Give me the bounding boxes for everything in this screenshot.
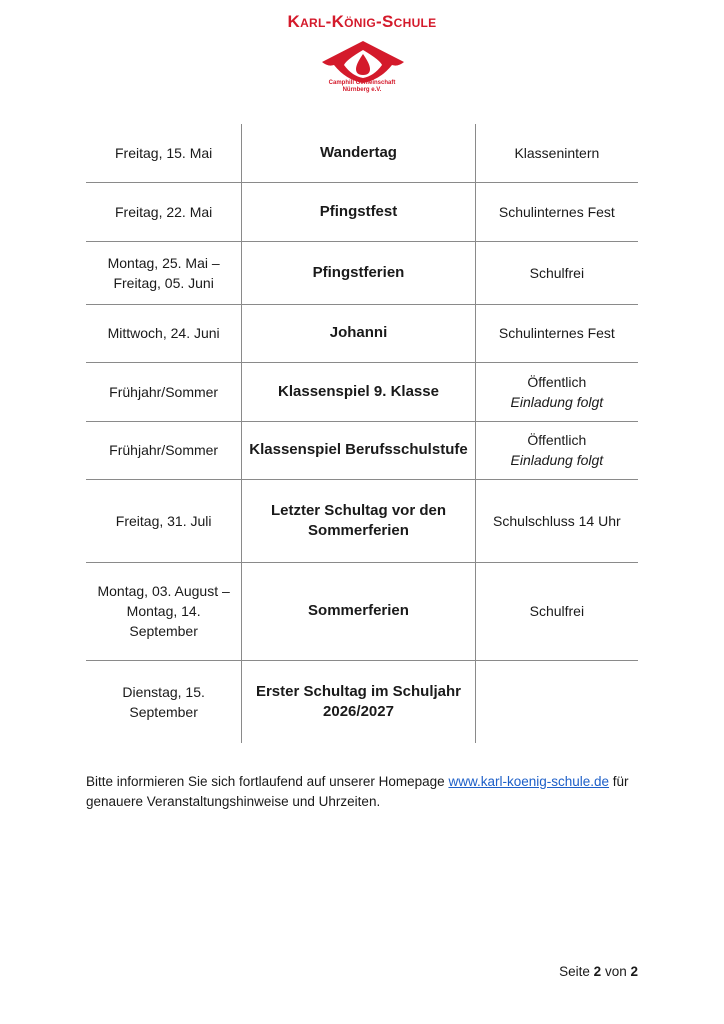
logo-caption-line1: Camphill Gemeinschaft — [328, 80, 396, 86]
event-note-line: Einladung folgt — [510, 452, 604, 468]
event-date-cell — [86, 124, 242, 182]
event-title-line: 2026/2027 — [323, 702, 394, 720]
events-table-body — [86, 124, 638, 743]
event-date-line: Frühjahr/Sommer — [109, 383, 219, 400]
event-note-line: Schulschluss 14 Uhr — [493, 512, 621, 529]
event-title-cell — [242, 304, 475, 362]
event-title-cell — [242, 124, 475, 182]
page-number — [559, 964, 638, 979]
event-row — [86, 304, 638, 362]
event-row — [86, 479, 638, 562]
logo-caption-line2: Nürnberg e.V. — [342, 87, 382, 93]
page-label: Seite — [559, 964, 590, 979]
event-date-line: Freitag, 22. Mai — [115, 203, 213, 220]
footer-text-after: für genauere Veranstaltungshinweise und Uhrzeiten. — [86, 774, 629, 809]
school-name: Karl-König-Schule — [287, 12, 437, 31]
event-title-line: Sommerferien — [308, 521, 409, 539]
event-note-cell — [475, 421, 638, 479]
event-row — [86, 241, 638, 304]
events-table — [86, 124, 638, 743]
event-note-cell — [475, 362, 638, 421]
page-total: 2 — [630, 964, 638, 979]
page-current: 2 — [593, 964, 602, 979]
event-date-line: Mittwoch, 24. Juni — [107, 325, 220, 341]
event-row — [86, 182, 638, 241]
page-header — [0, 0, 724, 110]
event-title-cell — [242, 479, 475, 562]
event-title-line: Wandertag — [320, 143, 397, 161]
event-date-line: Frühjahr/Sommer — [109, 442, 219, 458]
homepage-link[interactable]: www.karl-koenig-schule.de — [448, 774, 610, 789]
event-title-cell — [242, 241, 475, 304]
event-title-line: Pfingstferien — [312, 263, 405, 281]
event-title-cell — [242, 421, 475, 479]
event-date-cell — [86, 304, 242, 362]
event-title-line: Letzter Schultag vor den — [270, 501, 446, 519]
event-date-line: Montag, 14. — [126, 603, 201, 619]
event-date-line: Freitag, 05. Juni — [113, 274, 214, 291]
event-date-cell — [86, 182, 242, 241]
page-separator: von — [604, 964, 627, 979]
event-note-cell — [475, 241, 638, 304]
event-date-cell — [86, 660, 242, 743]
event-note-cell — [475, 562, 638, 660]
event-note-cell — [475, 182, 638, 241]
event-title-cell — [242, 182, 475, 241]
event-note-cell — [475, 660, 638, 743]
event-date-cell — [86, 562, 242, 660]
event-title-line: Erster Schultag im Schuljahr — [255, 682, 462, 700]
event-title-cell — [242, 562, 475, 660]
event-date-line: Montag, 25. Mai – — [107, 254, 220, 271]
event-note-line: Öffentlich — [527, 373, 587, 390]
event-date-line: Freitag, 31. Juli — [115, 512, 212, 529]
event-note-cell — [475, 479, 638, 562]
event-note-line: Schulfrei — [529, 603, 585, 619]
event-title-line: Sommerferien — [308, 602, 409, 619]
event-title-cell — [242, 362, 475, 421]
event-date-line: September — [129, 703, 198, 720]
event-title-cell — [242, 660, 475, 743]
footer-text-before: Bitte informieren Sie sich fortlaufend auf unserer Homepage — [86, 774, 449, 789]
footer-note — [86, 772, 638, 812]
event-row — [86, 362, 638, 421]
event-title-line: Klassenspiel Berufsschulstufe — [249, 441, 468, 458]
event-title-line: Johanni — [329, 324, 388, 341]
event-row — [86, 660, 638, 743]
event-date-line: Montag, 03. August – — [97, 583, 230, 599]
event-note-line: Schulfrei — [529, 264, 585, 281]
event-note-cell — [475, 124, 638, 182]
event-title-line: Klassenspiel 9. Klasse — [278, 382, 439, 400]
event-row — [86, 562, 638, 660]
event-row — [86, 124, 638, 182]
event-note-cell — [475, 304, 638, 362]
event-date-line: Dienstag, 15. — [122, 683, 205, 700]
event-note-line: Einladung folgt — [510, 393, 604, 410]
event-note-line: Öffentlich — [527, 432, 587, 448]
event-note-line: Klassenintern — [514, 144, 600, 161]
event-row — [86, 421, 638, 479]
event-title-line: Pfingstfest — [319, 202, 398, 220]
event-date-line: September — [129, 623, 198, 639]
event-date-cell — [86, 362, 242, 421]
event-date-cell — [86, 241, 242, 304]
event-date-cell — [86, 421, 242, 479]
event-date-line: Freitag, 15. Mai — [115, 144, 213, 161]
event-note-line: Schulinternes Fest — [498, 325, 615, 341]
event-note-line: Schulinternes Fest — [498, 203, 615, 220]
event-date-cell — [86, 479, 242, 562]
